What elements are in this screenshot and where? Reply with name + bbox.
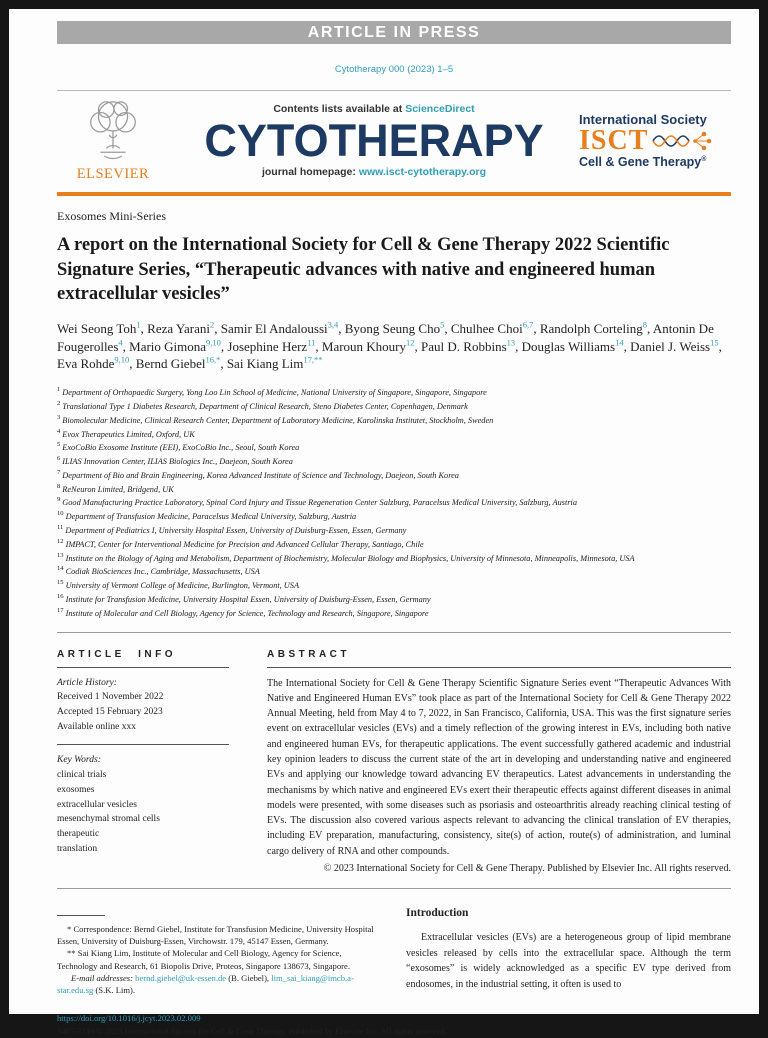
history-item: Received 1 November 2022 xyxy=(57,692,164,703)
keywords-label: Key Words: xyxy=(57,755,101,766)
abstract-copyright: © 2023 International Society for Cell & Gene Therapy. Published by Elsevier Inc. All rights reserved. xyxy=(323,863,731,875)
affiliation: $^7$ Department of Bio and Brain Engineering, Korea Advanced Institute of Science and Technology, Daejeon, South Korea xyxy=(57,468,459,480)
affiliation: $^1$ Department of Orthopaedic Surgery, Yong Loo Lin School of Medicine, National University of Singapore, Singapore, Singapore xyxy=(57,386,487,397)
section-divider-top xyxy=(57,632,731,633)
keywords-block xyxy=(57,753,229,856)
author-affil-sup: 12 xyxy=(406,337,415,348)
author: Byong Seung Cho$^5$, xyxy=(344,319,451,337)
history-label: Article History: xyxy=(57,677,117,688)
footnote-intro-section xyxy=(57,899,731,996)
author-affil-sup: 6,7 xyxy=(522,319,534,330)
author-affil-sup: 14 xyxy=(615,337,624,348)
affiliation: $^6$ ILIAS Innovation Center, ILIAS Biologics Inc., Daejeon, South Korea xyxy=(57,455,293,466)
author-affil-sup: 17,** xyxy=(303,354,323,365)
keyword: mesenchymal stromal cells xyxy=(57,814,160,825)
article-in-press-banner xyxy=(57,21,731,44)
journal-homepage-link[interactable]: www.isct-cytotherapy.org xyxy=(358,165,487,178)
affiliation: $^{12}$ IMPACT, Center for Interventional Medicine for Precision and Advanced Cellular Therapy, Santiago, Chile xyxy=(57,537,424,549)
elsevier-tree-icon xyxy=(81,98,145,160)
abstract-rule xyxy=(267,667,731,668)
sciencedirect-link[interactable]: ScienceDirect xyxy=(405,103,475,116)
email-suffix-lim: (S.K. Lim). xyxy=(95,985,136,996)
author: Wei Seong Toh$^1$, xyxy=(57,319,148,337)
author: Daniel J. Weiss$^{15}$, xyxy=(630,337,722,354)
author-affil-sup: 9,10 xyxy=(114,354,130,365)
author: Bernd Giebel$^{16,*}$, xyxy=(135,354,227,372)
keyword: translation xyxy=(57,843,98,854)
doi-link[interactable]: https://doi.org/10.1016/j.jcyt.2023.02.009 xyxy=(57,1013,201,1024)
affiliation: $^9$ Good Manufacturing Practice Laboratory, Spinal Cord Injury and Tissue Regeneration Center Salzburg, Paracelsus Medical University, Salzburg, Austria xyxy=(57,496,577,508)
series-label: Exosomes Mini-Series xyxy=(57,209,166,223)
journal-masthead xyxy=(169,103,579,178)
footnote-rule xyxy=(57,915,105,916)
author: Randolph Corteling$^8$, xyxy=(539,319,653,337)
introduction-heading: Introduction xyxy=(406,907,469,920)
author: Antonin De Fougerolles$^4$, xyxy=(57,321,714,354)
email-link-lim[interactable]: lim_sai_kiang@imcb.a-star.edu.sg xyxy=(57,972,354,996)
registered-mark: ® xyxy=(701,155,707,163)
affiliation: $^3$ Biomolecular Medicine, Clinical Research Center, Department of Laboratory Medicine, Karolinska Institutet, Stockholm, Sweden xyxy=(57,413,494,425)
abstract-column xyxy=(267,649,731,875)
author: Douglas Williams$^{14}$, xyxy=(521,337,631,354)
section-divider-bottom xyxy=(57,888,731,889)
author-affil-sup: 4 xyxy=(118,337,123,348)
dna-helix-icon xyxy=(651,129,713,153)
citation-line: Cytotherapy 000 (2023) 1–5 xyxy=(334,64,454,75)
keyword: clinical trials xyxy=(57,770,107,781)
keyword: exosomes xyxy=(57,784,95,795)
author: Paul D. Robbins$^{13}$, xyxy=(421,337,522,354)
elsevier-logo[interactable] xyxy=(57,98,169,183)
article-info-rule xyxy=(57,667,229,668)
abstract-text: The International Society for Cell & Gene Therapy Scientific Signature Series event “Therapeutic Advances With Native and Engineered Human EVs” took place as part of the International Society for Cell & Gene Therapy 2022 Annual Meeting, held from May 4 to 7, 2022, in San Francisco, California, USA. This was the first signature series event on extracellular vesicles (EVs) and a timely reflection of the growing interest in EVs, including both native and engineered human EVs, for therapeutic applications. The event successfully gathered academic and industrial key opinion leaders to discuss the current state of the art in developing and understanding native and engineered EVs and applying our knowledge toward advancing EV therapeutics. Latest advancements in understanding the mechanisms by which native and engineered EVs exert their therapeutic effects against different diseases in animal models were presented, with some diseases such as psoriasis and osteoarthritis already reaching clinical testing of EVs. The discussion also covered various aspects relevant to advancing the clinical translation of EV therapies, including EV preparation, manufacturing, consistency, site(s) of action, route(s) of administration, and luminal cargo delivery of RNA and other compounds. xyxy=(267,677,731,857)
author-affil-sup: 9,10 xyxy=(206,337,221,348)
isct-line1: International Society xyxy=(579,112,707,127)
affiliation: $^4$ Evox Therapeutics Limited, Oxford, UK xyxy=(57,427,195,439)
author-affil-sup: 2 xyxy=(210,319,215,330)
affiliation: $^8$ ReNeuron Limited, Bridgend, UK xyxy=(57,482,174,494)
introduction-column xyxy=(406,899,731,996)
author-affil-sup: 1 xyxy=(136,319,141,330)
homepage-prefix: journal homepage: xyxy=(261,165,356,178)
history-item: Available online xxx xyxy=(57,721,136,732)
email-addresses-note xyxy=(57,972,382,996)
article-title: A report on the International Society for Cell & Gene Therapy 2022 Scientific Signature Series, “Therapeutic advances with native and engineered human extracellular vesicles” xyxy=(57,235,670,305)
author: Sai Kiang Lim$^{17,**}$ xyxy=(226,354,323,372)
article-info-heading: ARTICLE INFO xyxy=(57,648,176,660)
affiliation: $^{16}$ Institute for Transfusion Medicine, University Hospital Essen, University of Duisburg-Essen, Essen, Germany xyxy=(57,592,431,604)
email-label: E-mail addresses: xyxy=(71,972,133,983)
email-link-giebel[interactable]: bernd.giebel@uk-essen.de xyxy=(135,972,227,983)
author-affil-sup: 8 xyxy=(642,319,648,330)
journal-header xyxy=(57,90,731,196)
author-affil-sup: 11 xyxy=(307,337,316,348)
keywords-rule xyxy=(57,744,229,745)
isct-line2: Cell & Gene Therapy® xyxy=(579,155,707,169)
affiliation: $^{13}$ Institute on the Biology of Aging and Metabolism, Department of Biochemistry, Molecular Biology and Biophysics, University of Minnesota, Minneapolis, Minnesota, USA xyxy=(57,551,635,563)
isct-logo[interactable] xyxy=(579,112,731,169)
journal-first-page xyxy=(9,9,759,1037)
author-list xyxy=(57,320,731,372)
affiliation: $^2$ Translational Type 1 Diabetes Research, Department of Clinical Research, Steno Diabetes Center, Copenhagen, Denmark xyxy=(57,400,468,411)
affiliation: $^{17}$ Institute of Molecular and Cell Biology, Agency for Science, Technology and Research, Singapore, Singapore xyxy=(57,606,429,618)
affiliation: $^{11}$ Department of Pediatrics I, University Hospital Essen, University of Duisburg-Essen, Essen, Germany xyxy=(57,524,407,535)
abstract-heading: ABSTRACT xyxy=(267,648,350,660)
footnotes-column xyxy=(57,899,382,996)
affiliation: $^{14}$ Codiak BioSciences Inc., Cambridge, Massachusetts, USA xyxy=(57,565,260,577)
affiliation: $^5$ ExoCoBio Exosome Institute (EEI), ExoCoBio Inc., Seoul, South Korea xyxy=(57,441,300,453)
author: Samir El Andaloussi$^{3,4}$, xyxy=(220,319,345,337)
article-info-column xyxy=(57,649,229,875)
correspondence-note-1: * Correspondence: Bernd Giebel, Institute for Transfusion Medicine, University Hospital Essen, University of Duisburg-Essen, Virchowstr. 179, 45147 Essen, Germany. xyxy=(57,924,374,947)
contents-line xyxy=(169,103,579,115)
author: Mario Gimona$^{9,10}$, xyxy=(129,337,228,354)
issn-copyright-line: 1465-3249/© 2023 International Society for Cell & Gene Therapy. Published by Elsevier Inc. All rights reserved. xyxy=(57,1026,447,1037)
author: Josephine Herz$^{11}$, xyxy=(227,337,322,354)
banner-text: ARTICLE IN PRESS xyxy=(307,24,481,41)
homepage-line xyxy=(169,166,579,178)
elsevier-wordmark: ELSEVIER xyxy=(76,166,150,182)
affiliation: $^{10}$ Department of Transfusion Medicine, Paracelsus Medical University, Salzburg, Austria xyxy=(57,510,357,522)
author-affil-sup: 13 xyxy=(506,337,516,348)
isct-mid-row xyxy=(579,127,731,155)
author-affil-sup: 16,* xyxy=(205,354,221,365)
contents-prefix: Contents lists available at xyxy=(273,103,403,116)
journal-title-wordmark: CYTOTHERAPY xyxy=(204,115,544,167)
author-affil-sup: 15 xyxy=(710,337,719,348)
isct-acronym: ISCT xyxy=(579,125,649,156)
affiliation: $^{15}$ University of Vermont College of Medicine, Burlington, Vermont, USA xyxy=(57,579,300,590)
introduction-paragraph: Extracellular vesicles (EVs) are a heterogeneous group of lipid membrane vesicles released by cells into the extracellular space. Although the term “exosomes” is widely acknowledged as a specific EV type derived from endosomes, in the industrial setting, it often is used to xyxy=(406,932,731,990)
history-item: Accepted 15 February 2023 xyxy=(57,706,163,717)
correspondence-note-2: ** Sai Kiang Lim, Institute of Molecular and Cell Biology, Agency for Science, Technology and Research, 61 Biopolis Drive, Proteos, Singapore 138673, Singapore. xyxy=(57,948,350,971)
author-affil-sup: 5 xyxy=(440,319,445,330)
author: Eva Rohde$^{9,10}$, xyxy=(57,354,136,372)
keyword: therapeutic xyxy=(57,828,100,839)
page-footer xyxy=(57,1012,731,1038)
author: Chulhee Choi$^{6,7}$, xyxy=(450,319,540,337)
author: Maroun Khoury$^{12}$, xyxy=(321,337,422,354)
keyword: extracellular vesicles xyxy=(57,799,137,810)
info-abstract-section xyxy=(57,649,731,875)
email-suffix-giebel: (B. Giebel), xyxy=(228,972,270,983)
author: Reza Yarani$^2$, xyxy=(147,319,221,337)
affiliation-list xyxy=(57,385,731,619)
article-history xyxy=(57,676,229,735)
author-affil-sup: 3,4 xyxy=(327,319,339,330)
